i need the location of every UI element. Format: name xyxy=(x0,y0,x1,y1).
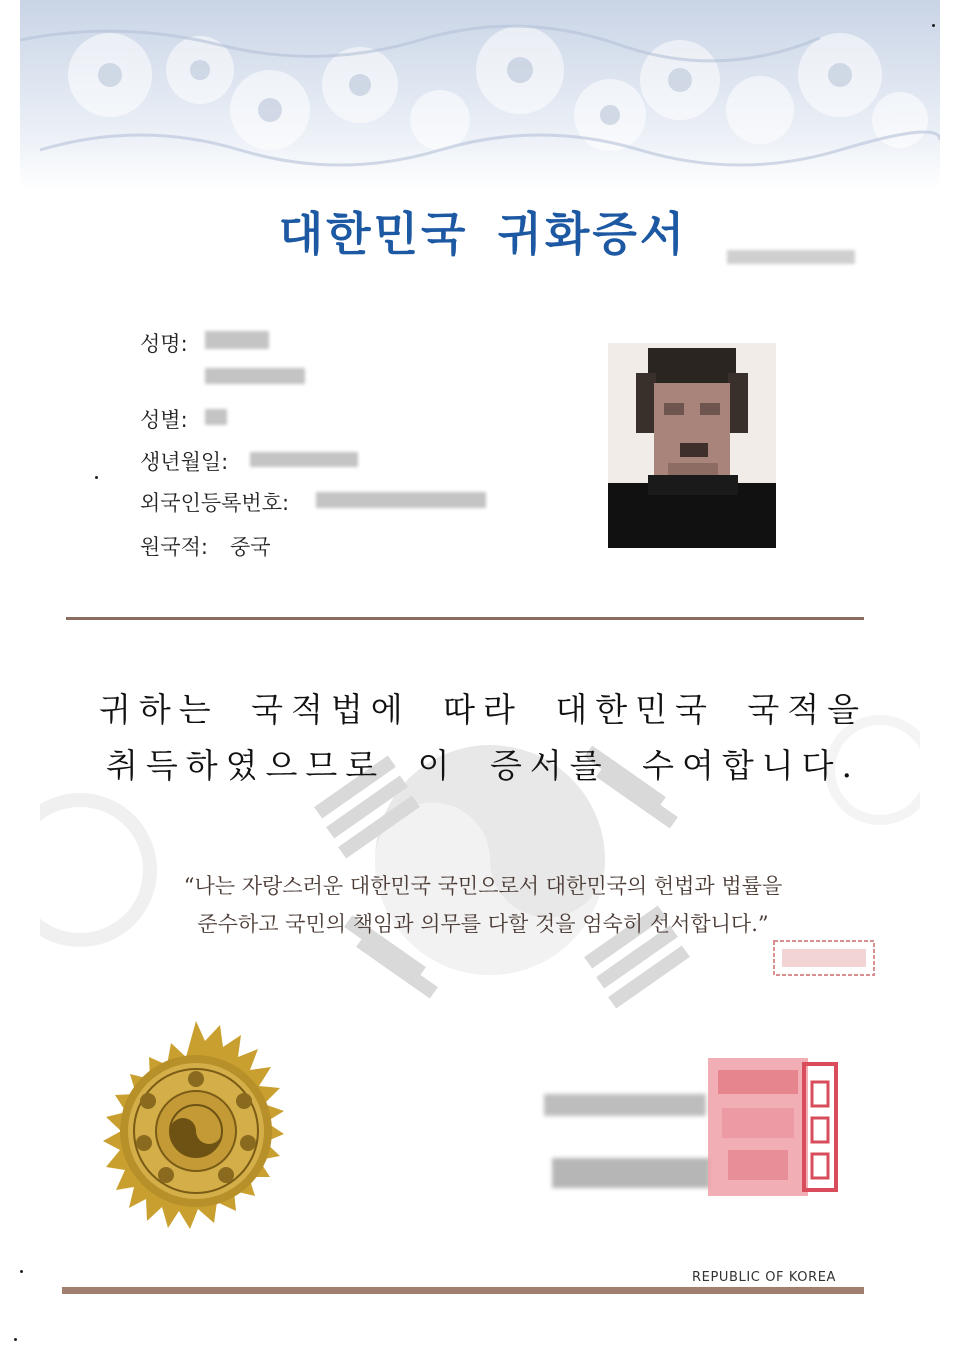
field-birthdate-label: 생년월일: xyxy=(140,450,229,474)
certificate-title: 대한민국 귀화증서 xyxy=(278,207,688,261)
scan-speck xyxy=(20,1270,23,1273)
scan-speck xyxy=(932,24,935,27)
field-name-label: 성명: xyxy=(140,332,188,356)
oath-line-1: “나는 자랑스러운 대한민국 국민으로서 대한민국의 헌법과 법률을 xyxy=(183,874,783,898)
name-korean-redacted xyxy=(205,331,269,349)
oath-line-2: 준수하고 국민의 책임과 의무를 다할 것을 엄숙히 선서합니다.” xyxy=(197,912,769,936)
scan-speck xyxy=(95,476,98,479)
registration-number-redacted xyxy=(316,492,486,508)
mugunghwa-flower-pattern xyxy=(20,0,940,190)
field-birthdate xyxy=(140,446,228,476)
birthdate-redacted xyxy=(250,452,358,467)
minister-title-redacted xyxy=(552,1158,710,1188)
field-sex-label: 성별: xyxy=(140,408,188,432)
national-seal-icon xyxy=(93,1020,299,1242)
name-roman-redacted xyxy=(205,368,305,384)
field-nationality-value: 중국 xyxy=(230,535,271,559)
small-red-stamp xyxy=(770,935,880,980)
footer-country: REPUBLIC OF KOREA xyxy=(692,1270,837,1285)
field-sex xyxy=(140,404,188,434)
floral-banner xyxy=(20,0,940,190)
field-registration-number xyxy=(140,487,289,517)
certificate-number-redacted xyxy=(727,250,855,264)
field-name xyxy=(140,328,188,358)
field-registration-number-label: 외국인등록번호: xyxy=(140,491,290,515)
declaration-line-2: 취득하였으므로 이 증서를 수여합니다. xyxy=(105,746,860,785)
applicant-photo xyxy=(608,343,776,548)
bottom-border xyxy=(62,1287,864,1294)
scan-speck xyxy=(14,1338,17,1341)
declaration-line-1: 귀하는 국적법에 따라 대한민국 국적을 xyxy=(98,690,867,729)
official-red-stamp xyxy=(708,1058,840,1196)
field-nationality xyxy=(140,531,208,561)
field-nationality-label: 원국적: xyxy=(140,535,208,559)
section-divider xyxy=(66,617,864,620)
pixelated-portrait xyxy=(608,343,776,548)
sex-redacted xyxy=(205,409,227,425)
issue-date-redacted xyxy=(544,1094,706,1116)
